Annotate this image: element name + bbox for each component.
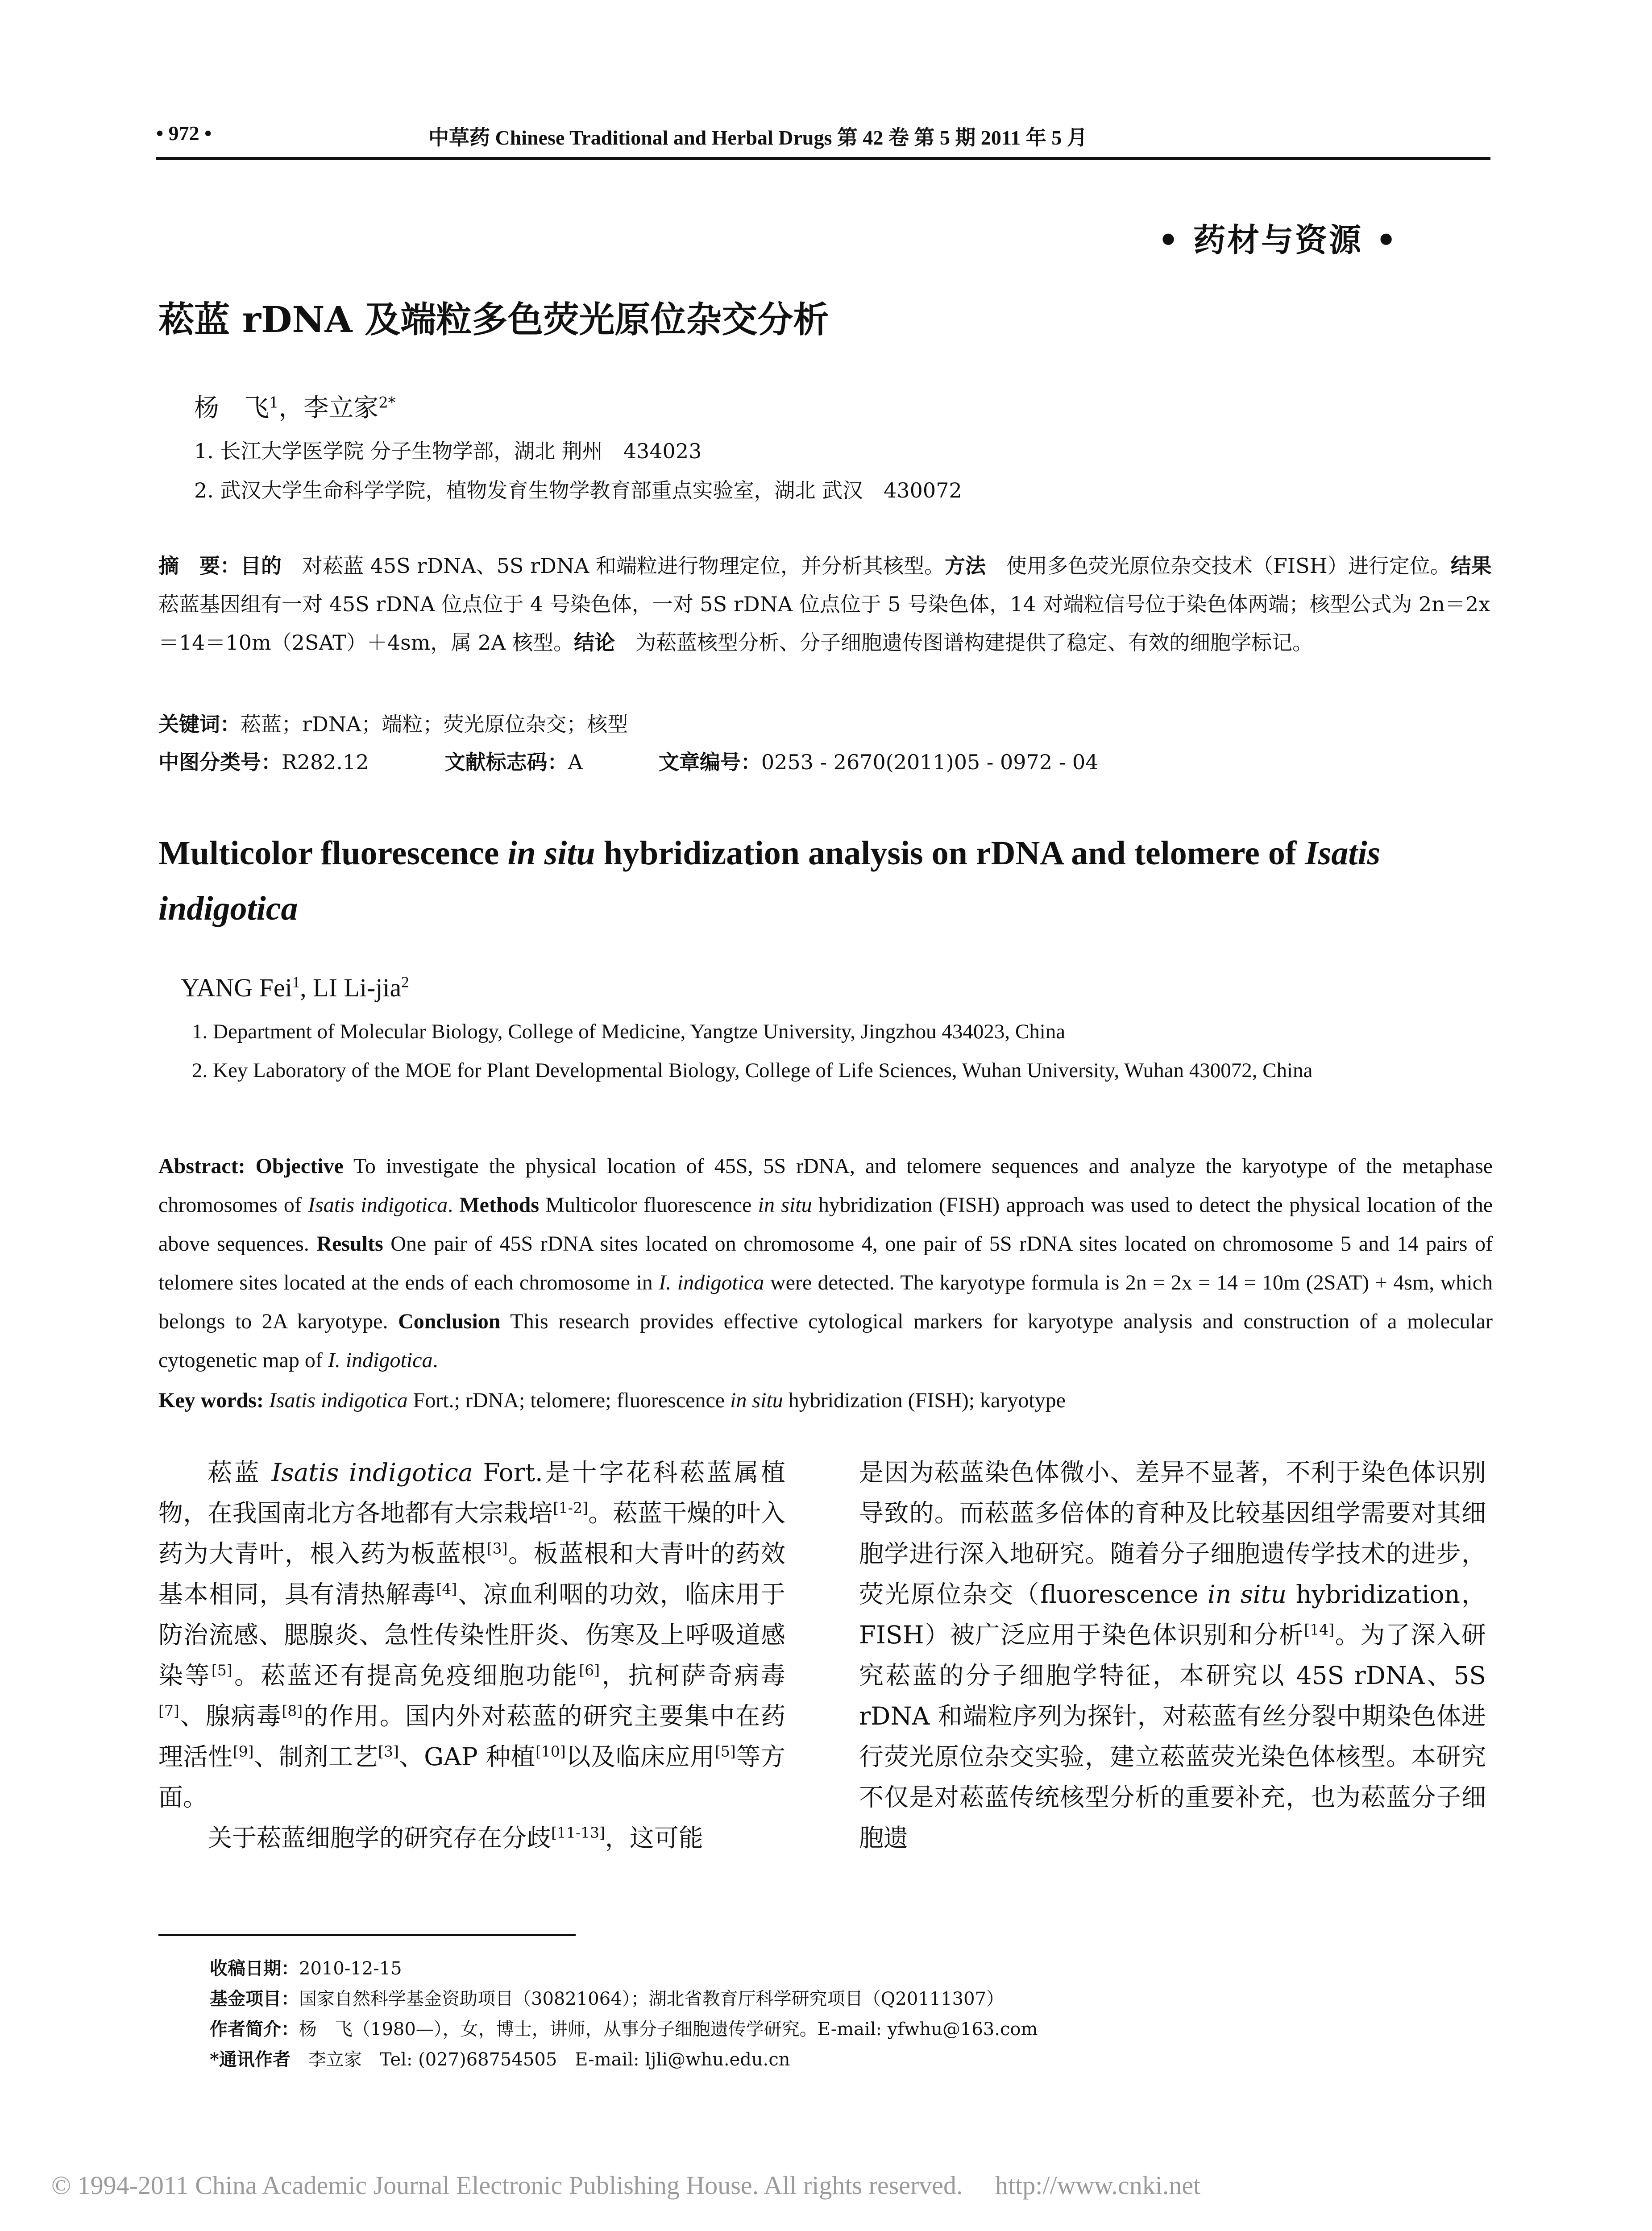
- citation: [5]: [211, 1661, 232, 1679]
- corresponding-label: *通讯作者: [210, 2049, 291, 2070]
- citation: [8]: [282, 1702, 303, 1720]
- results-en-label: Results: [316, 1232, 383, 1256]
- p1-text-b: Fort.是十字花科菘蓝属植物，在我国南北方各地都有大宗栽培: [158, 1458, 785, 1527]
- objective-en-species: Isatis indigotica: [308, 1193, 448, 1217]
- received-label: 收稿日期：: [210, 1958, 299, 1979]
- title-en-part2: hybridization analysis on rDNA and telomere of: [595, 834, 1305, 872]
- author-2: 李立家: [303, 394, 379, 423]
- abstract-english: [158, 1147, 1493, 1380]
- title-chinese: 菘蓝 rDNA 及端粒多色荧光原位杂交分析: [158, 299, 829, 340]
- citation: [10]: [535, 1742, 566, 1760]
- citation: [5]: [715, 1742, 736, 1760]
- affiliation-en-1: 1. Department of Molecular Biology, College of Medicine, Yangtze University, Jingzhou 434023, China: [192, 1020, 1066, 1043]
- affiliation-cn-2: 2. 武汉大学生命科学学院，植物发育生物学教育部重点实验室，湖北 武汉 430072: [194, 478, 962, 502]
- title-english: [158, 825, 1493, 936]
- p1-text-k: 、制剂工艺: [253, 1742, 378, 1771]
- objective-text: 对菘蓝 45S rDNA、5S rDNA 和端粒进行物理定位，并分析其核型。: [282, 554, 945, 578]
- affiliation-en-2: 2. Key Laboratory of the MOE for Plant Developmental Biology, College of Life Sciences, Wuhan University, Wuhan 430072, China: [192, 1059, 1313, 1082]
- fund-label: 基金项目：: [210, 1988, 299, 2009]
- methods-label: 方法: [945, 554, 986, 578]
- methods-en-italic: in situ: [758, 1193, 812, 1217]
- methods-en-label: Methods: [459, 1193, 540, 1217]
- citation: [9]: [232, 1742, 254, 1760]
- objective-en-text: To investigate the physical location of 45S, 5S rDNA, and telomere sequences and analyze the karyotype of the metaphase chromosomes of: [158, 1154, 1493, 1217]
- p2-text-b: ，这可能: [605, 1824, 703, 1852]
- author-2-affil: 2*: [378, 394, 396, 411]
- authors-english: [181, 973, 409, 1003]
- p1-text-g: ，抗柯萨奇病毒: [600, 1661, 785, 1690]
- conclusion-text: 为菘蓝核型分析、分子细胞遗传图谱构建提供了稳定、有效的细胞学标记。: [615, 630, 1313, 655]
- conclusion-en-end: .: [432, 1348, 438, 1372]
- footnote-corresponding: [210, 2045, 790, 2071]
- author-1-affil: 1: [269, 394, 279, 411]
- results-en-species: I. indigotica: [659, 1271, 764, 1294]
- p1-text-a: 菘蓝: [208, 1458, 272, 1487]
- keywords-en-species: Isatis indigotica: [269, 1389, 408, 1412]
- footnote-received: [210, 1954, 402, 1980]
- article-id-value: 0253 - 2670(2011)05 - 0972 - 04: [761, 750, 1099, 774]
- p2c-italic: in situ: [1208, 1580, 1287, 1609]
- keywords-chinese: [158, 708, 628, 738]
- methods-text: 使用多色荧光原位杂交技术（FISH）进行定位。: [986, 554, 1451, 578]
- affiliation-cn-1: 1. 长江大学医学院 分子生物学部，湖北 荆州 434023: [194, 439, 702, 463]
- citation: [3]: [378, 1742, 399, 1760]
- objective-en-label: Objective: [255, 1154, 344, 1178]
- keywords-english: [158, 1381, 1493, 1420]
- article-id-label: 文章编号：: [658, 750, 761, 774]
- conclusion-label: 结论: [574, 630, 615, 655]
- abstract-en-label: Abstract:: [158, 1154, 256, 1178]
- body-column-right: [859, 1452, 1486, 1858]
- p1-text-d: 。板蓝根和大青叶的药效基本相同，具有清热解毒: [158, 1539, 785, 1609]
- footnote-fund: [210, 1985, 1004, 2010]
- p1-text-l: 、GAP 种植: [398, 1742, 536, 1771]
- keywords-text: 菘蓝；rDNA；端粒；荧光原位杂交；核型: [241, 712, 628, 736]
- citation: [14]: [1304, 1621, 1334, 1638]
- keywords-en-label: Key words:: [158, 1389, 269, 1412]
- p1-text-h: 、腺病毒: [179, 1702, 282, 1730]
- author-separator: ，: [278, 394, 304, 423]
- journal-title: 中草药 Chinese Traditional and Herbal Drugs 第 42 卷 第 5 期 2011 年 5 月: [428, 126, 1087, 149]
- footnote-author: [210, 2015, 1038, 2040]
- author-en-1: YANG Fei: [181, 973, 292, 1002]
- p1-text-f: 。菘蓝还有提高免疫细胞功能: [232, 1661, 579, 1690]
- p1-text-j: 的作用。国内外对菘蓝的研究主要集中在药理活性: [158, 1702, 785, 1771]
- results-label: 结果: [1450, 554, 1492, 578]
- conclusion-en-species: I. indigotica: [328, 1348, 433, 1372]
- p2-text-a: 关于菘蓝细胞学的研究存在分歧: [208, 1824, 552, 1852]
- author-en-1-affil: 1: [292, 973, 300, 991]
- citation: [7]: [158, 1702, 179, 1720]
- keywords-en-italic: in situ: [730, 1389, 783, 1412]
- title-en-species: Isatis indigotica: [158, 834, 1381, 927]
- objective-label: 目的: [241, 554, 282, 578]
- citation: [11-13]: [551, 1824, 605, 1841]
- methods-en-text: Multicolor fluorescence: [539, 1193, 758, 1217]
- p1-species: Isatis indigotica: [271, 1458, 473, 1487]
- p1-text-n: 等方面。: [158, 1742, 785, 1812]
- results-en-end: were detected. The karyotype formula is 2n = 2x = 14 = 10m (2SAT) + 4sm, which belongs to 2A karyotype.: [158, 1271, 1493, 1333]
- paragraph-2: [158, 1818, 785, 1858]
- conclusion-en-label: Conclusion: [398, 1310, 501, 1333]
- author-en-2: LI Li-jia: [313, 973, 402, 1002]
- citation: [3]: [486, 1539, 508, 1557]
- authors-chinese: [194, 388, 396, 424]
- corresponding-text: 李立家 Tel: (027)68754505 E-mail: ljli@whu.edu.cn: [290, 2049, 790, 2070]
- methods-en-end: hybridization (FISH) approach was used to detect the physical location of the above sequences.: [158, 1193, 1493, 1256]
- citation: [6]: [579, 1661, 600, 1679]
- abstract-chinese: [158, 547, 1512, 662]
- author-en-2-affil: 2: [401, 973, 409, 991]
- fund-text: 国家自然科学基金资助项目（30821064）；湖北省教育厅科学研究项目（Q20111307）: [299, 1989, 1004, 2009]
- author-bio-text: 杨 飞（1980—），女，博士，讲师，从事分子细胞遗传学研究。E-mail: yfwhu@163.com: [299, 2019, 1038, 2040]
- author-bio-label: 作者简介：: [210, 2019, 299, 2040]
- p1-text-e: 、凉血利咽的功效，临床用于防治流感、腮腺炎、急性传染性肝炎、伤寒及上呼吸道感染等: [158, 1580, 785, 1690]
- received-date: 2010-12-15: [299, 1958, 402, 1979]
- clc-value: R282.12: [282, 750, 369, 774]
- section-heading: • 药材与资源 •: [1158, 221, 1399, 259]
- paragraph-2-continued: [859, 1452, 1486, 1858]
- author-1: 杨 飞: [194, 394, 269, 423]
- abstract-label: 摘 要：: [158, 554, 241, 578]
- classification-line: [158, 746, 1493, 775]
- citation: [4]: [436, 1580, 457, 1598]
- copyright-notice: © 1994-2011 China Academic Journal Electronic Publishing House. All rights reserved. http://www.cnki.net: [51, 2171, 1201, 2200]
- objective-en-end: .: [448, 1193, 460, 1217]
- keywords-en-text2: hybridization (FISH); karyotype: [783, 1389, 1066, 1412]
- citation: [1-2]: [553, 1499, 588, 1517]
- author-en-separator: ,: [300, 973, 313, 1002]
- keywords-label: 关键词：: [158, 712, 241, 736]
- p1-text-c: 。菘蓝干燥的叶入药为大青叶，根入药为板蓝根: [158, 1499, 785, 1568]
- p2c-text-b: hybridization，FISH）被广泛应用于染色体识别和分析: [859, 1580, 1486, 1649]
- doc-code-label: 文献标志码：: [444, 750, 568, 774]
- title-en-part1: Multicolor fluorescence: [158, 834, 508, 872]
- body-column-left: [158, 1452, 785, 1858]
- title-en-italic1: in situ: [507, 834, 595, 872]
- page-number: • 972 •: [156, 122, 212, 145]
- running-header: [156, 121, 1490, 160]
- results-en-text: One pair of 45S rDNA sites located on chromosome 4, one pair of 5S rDNA sites located on chromosome 5 and 14 pairs of telomere sites located at the ends of each chromosome in: [158, 1232, 1493, 1294]
- p2c-text-c: 。为了深入研究菘蓝的分子细胞学特征，本研究以 45S rDNA、5S rDNA 和端粒序列为探针，对菘蓝有丝分裂中期染色体进行荧光原位杂交实验，建立菘蓝荧光染色体核型。本研究不仅是对菘蓝传统核型分析的重要补充，也为菘蓝分子细胞遗: [859, 1621, 1486, 1852]
- p1-text-m: 以及临床应用: [565, 1742, 715, 1771]
- keywords-en-text1: Fort.; rDNA; telomere; fluorescence: [407, 1389, 731, 1412]
- footnote-divider: [158, 1934, 576, 1936]
- p2c-text-a: 是因为菘蓝染色体微小、差异不显著，不利于染色体识别导致的。而菘蓝多倍体的育种及比较基因组学需要对其细胞学进行深入地研究。随着分子细胞遗传学技术的进步，荧光原位杂交（fluorescence: [859, 1458, 1486, 1609]
- results-text: 菘蓝基因组有一对 45S rDNA 位点位于 4 号染色体，一对 5S rDNA 位点位于 5 号染色体，14 对端粒信号位于染色体两端；核型公式为 2n＝2x＝14＝10m（2SAT）＋4sm，属 2A 核型。: [158, 554, 1512, 655]
- clc-label: 中图分类号：: [158, 750, 282, 774]
- doc-code-value: A: [568, 750, 583, 774]
- conclusion-en-text: This research provides effective cytological markers for karyotype analysis and construction of a molecular cytogenetic map of: [158, 1310, 1493, 1372]
- paragraph-1: [158, 1452, 785, 1818]
